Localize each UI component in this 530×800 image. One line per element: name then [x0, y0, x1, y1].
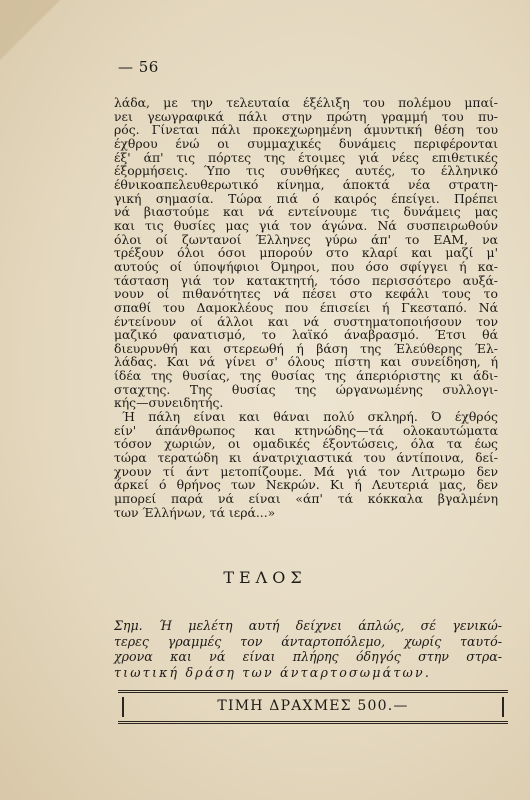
body-line: γική σημασία. Τώρα πιά ό καιρός έπείγει. Πρέπει	[114, 190, 498, 206]
body-line: ρός. Γίνεται πάλι προκεχωρημένη άμυντική θέση του	[114, 122, 498, 138]
body-line: κής—συνειδητής.	[114, 395, 224, 411]
body-line: έξορμήσεις. Ύπο τις συνθήκες αυτές, το έλληνικό	[114, 163, 498, 179]
body-line: άρκεί ό θρήνος των Νεκρών. Κι ή Λευτεριά μας, δεν	[114, 477, 498, 493]
footnote-line: χρονα και νά είναι πλήρης όδηγός στην στρα-	[114, 649, 502, 665]
body-line: έντείνουν οί άλλοι και νά συστηματοποιήσουν τον	[114, 313, 498, 329]
price-box	[118, 690, 508, 724]
body-line: έξ' άπ' τις πόρτες της έτοιμες γιά νέες επιθετικές	[114, 149, 498, 165]
body-line: ίδέα της θυσίας, της θυσίας της άπεριόριστης κι άδι-	[114, 368, 498, 384]
body-line: είν' άπάνθρωπος και κτηνώδης—τά ολοκαυτώματα	[114, 422, 498, 438]
body-line: Ή πάλη είναι και θάναι πολύ σκληρή. Ό έχθρός	[122, 409, 498, 425]
body-line: και τις θυσίες μας γιά τον άγώνα. Νά συσπειρωθούν	[114, 217, 498, 233]
body-line: τώρα τερατώδη κι άνατριχιαστικά του άντίποινα, δεί-	[114, 450, 498, 466]
body-line: μαζικό φανατισμό, το λαϊκό άναβρασμό. Έτσι θά	[114, 327, 498, 343]
body-line: νά βιαστούμε και νά εντείνουμε τις δυνάμεις μας	[114, 204, 498, 220]
body-line: αυτούς οί ύποψήφιοι Όμηροι, που όσο σφίγγει ή κα-	[114, 258, 498, 274]
page-number: — 56	[118, 58, 159, 76]
body-line: λάδα, με την τελευταία έξέλιξη του πολέμου μπαί-	[114, 95, 498, 110]
footnote-line: τερες γραμμές τον άνταρτοπόλεμο, χωρίς ταυτό-	[114, 633, 502, 649]
body-line: τόσον χωριών, οι ομαδικές έξοντώσεις, όλα τα έως	[114, 436, 498, 452]
body-line: έθνικοαπελευθερωτικό κίνημα, άποκτά νέα στρατη-	[114, 176, 498, 192]
body-line: μπορεί παρά νά είναι «άπ' τά κόκκαλα βγαλμένη	[114, 491, 498, 507]
body-line: τάσταση γιά τον κατακτητή, τόσο περισσότερο αυξά-	[114, 272, 498, 288]
body-line: σπαθί του Δαμοκλέους που έπισείει ή Γκεσταπό. Νά	[114, 299, 498, 315]
body-line: νουν οί πιθανότητες νά πέσει στο κεφάλι τους το	[114, 286, 498, 302]
footnote-line: τιωτική δράση των άνταρτοσωμάτων.	[114, 664, 432, 680]
body-line: έχθρου ένώ οι συμμαχικές δυνάμεις περιφέρονται	[114, 135, 498, 151]
price-label: ΤΙΜΗ ΔΡΑΧΜΕΣ 500.—	[217, 698, 409, 714]
body-line: χνουν τί άντ μετοπίζουμε. Μά γιά τον Λιτρωμο δεν	[114, 463, 498, 479]
body-line: όλοι οί ζωντανοί Έλληνες γύρω άπ' το ΕΑΜ, να	[114, 231, 498, 247]
folded-corner	[0, 0, 60, 60]
body-line: νει γεωγραφικά πάλι στην πρώτη γραμμή του πυ-	[114, 108, 498, 124]
end-title: ΤΕΛΟΣ	[223, 568, 307, 587]
footnote	[114, 618, 502, 680]
body-line: τρέξουν όλοι όσοι μπορούν στο κλαρί και μαζί μ'	[114, 245, 498, 261]
body-text	[114, 96, 498, 519]
body-line: των Έλλήνων, τά ιερά...»	[114, 504, 276, 520]
body-line: σταχτης. Της θυσίας της ώργανωμένης συλλογι-	[114, 381, 498, 397]
body-line: διευρυνθή και στερεωθή ή βάση της Έλεύθερης Έλ-	[114, 340, 498, 356]
body-line: λάδας. Και νά γίνει σ' όλους πίστη και συνείδηση, ή	[114, 354, 498, 370]
footnote-line: Σημ. Ή μελέτη αυτή δείχνει άπλώς, σέ γενικώ-	[114, 618, 502, 633]
